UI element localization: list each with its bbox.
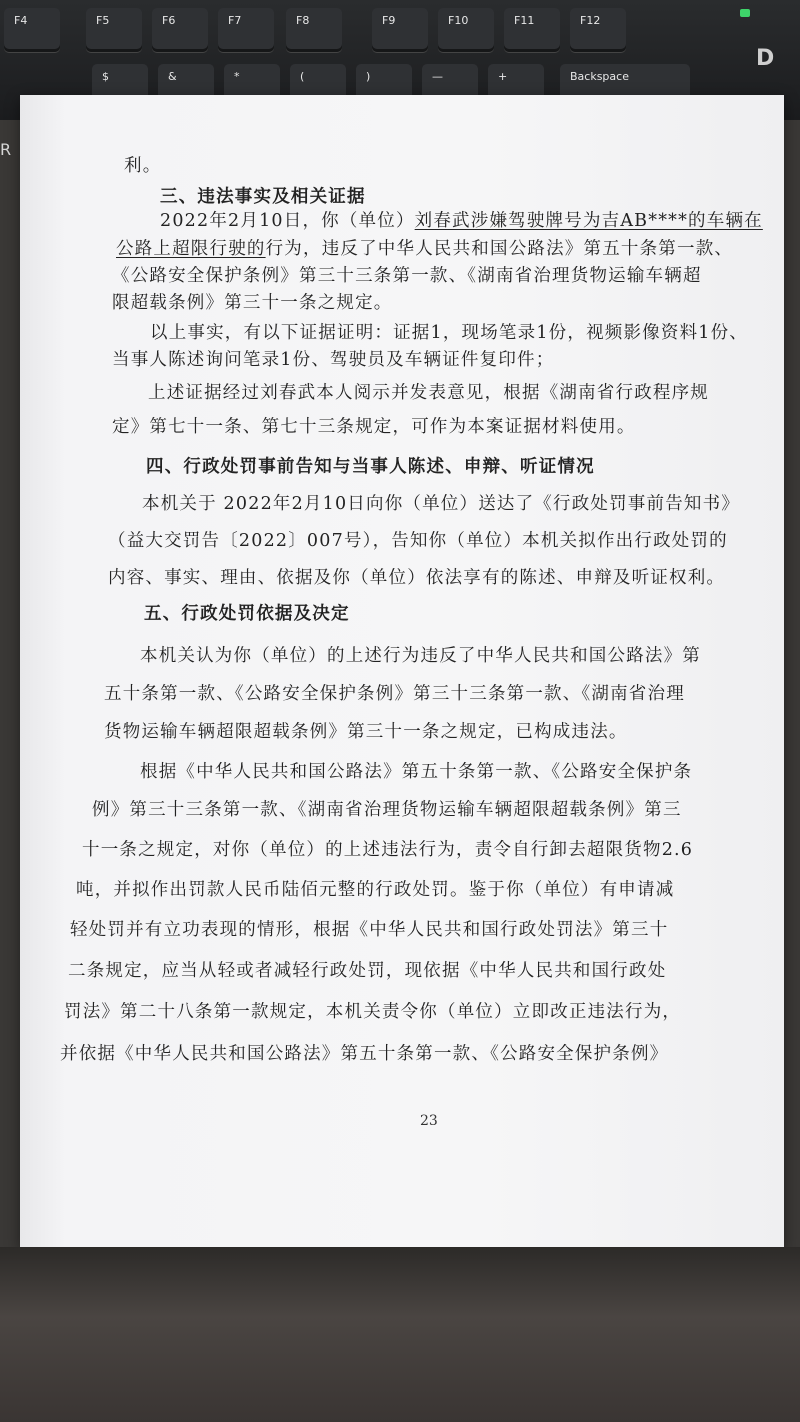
text-line: 内容、事实、理由、依据及你（单位）依法享有的陈述、申辩及听证权利。 — [108, 568, 726, 588]
text-line: 限超载条例》第三十一条之规定。 — [112, 293, 393, 313]
text-line: 例》第三十三条第一款、《湖南省治理货物运输车辆超限超载条例》第三 — [92, 800, 682, 820]
text-line: 二条规定，应当从轻或者减轻行政处罚，现依据《中华人民共和国行政处 — [68, 961, 667, 981]
key-f8: F8 — [286, 8, 342, 52]
key-dollar: $ — [92, 64, 148, 104]
section-heading-5: 五、行政处罚依据及决定 — [144, 604, 350, 624]
monitor-brand-logo: D — [756, 46, 776, 71]
key-asterisk: * — [224, 64, 280, 104]
section-heading-4: 四、行政处罚事前告知与当事人陈述、申辩、听证情况 — [146, 457, 595, 477]
desk-surface — [0, 1247, 800, 1422]
key-f9: F9 — [372, 8, 428, 52]
text-line: 定》第七十一条、第七十三条规定，可作为本案证据材料使用。 — [112, 417, 636, 437]
keyboard-led — [740, 9, 750, 17]
document-page — [20, 95, 784, 1247]
key-f6: F6 — [152, 8, 208, 52]
key-minus: — — [422, 64, 478, 104]
text-line: 吨，并拟作出罚款人民币陆佰元整的行政处罚。鉴于你（单位）有申请减 — [76, 880, 675, 900]
text-line: 货物运输车辆超限超载条例》第三十一条之规定，已构成违法。 — [104, 722, 628, 742]
key-rparen: ) — [356, 64, 412, 104]
text-line: 上述证据经过刘春武本人阅示并发表意见，根据《湖南省行政程序规 — [148, 383, 709, 403]
text-line: （益大交罚告〔2022〕007号），告知你（单位）本机关拟作出行政处罚的 — [108, 531, 728, 551]
text-line: 2022年2月10日，你（单位）刘春武涉嫌驾驶牌号为吉AB****的车辆在 — [160, 211, 763, 231]
key-f7: F7 — [218, 8, 274, 52]
key-f10: F10 — [438, 8, 494, 52]
key-f5: F5 — [86, 8, 142, 52]
key-plus: + — [488, 64, 544, 104]
text-line: 本机关于 2022年2月10日向你（单位）送达了《行政处罚事前告知书》 — [142, 494, 740, 514]
text-line: 轻处罚并有立功表现的情形，根据《中华人民共和国行政处罚法》第三十 — [70, 920, 669, 940]
text-line: 当事人陈述询问笔录1份、驾驶员及车辆证件复印件； — [112, 350, 555, 370]
text-line: 十一条之规定，对你（单位）的上述违法行为，责令自行卸去超限货物2.6 — [82, 840, 694, 860]
key-f12: F12 — [570, 8, 626, 52]
side-key-letter: R — [0, 140, 12, 159]
text-line: 罚法》第二十八条第一款规定，本机关责令你（单位）立即改正违法行为， — [64, 1002, 682, 1022]
section-heading-3: 三、违法事实及相关证据 — [160, 187, 366, 207]
key-f4: F4 — [4, 8, 60, 52]
text-line: 以上事实，有以下证据证明：证据1，现场笔录1份，视频影像资料1份、 — [150, 323, 748, 343]
page-number: 23 — [420, 1113, 438, 1129]
text-line: 根据《中华人民共和国公路法》第五十条第一款、《公路安全保护条 — [140, 762, 693, 782]
text-line: 公路上超限行驶的行为，违反了中华人民共和国公路法》第五十条第一款、 — [116, 239, 734, 259]
key-ampersand: & — [158, 64, 214, 104]
text-line: 《公路安全保护条例》第三十三条第一款、《湖南省治理货物运输车辆超 — [112, 266, 702, 286]
key-lparen: ( — [290, 64, 346, 104]
text-line: 本机关认为你（单位）的上述行为违反了中华人民共和国公路法》第 — [140, 646, 701, 666]
text-line: 并依据《中华人民共和国公路法》第五十条第一款、《公路安全保护条例》 — [60, 1044, 669, 1064]
text-line: 利。 — [124, 156, 162, 176]
text-line: 五十条第一款、《公路安全保护条例》第三十三条第一款、《湖南省治理 — [104, 684, 685, 704]
key-f11: F11 — [504, 8, 560, 52]
key-backspace: Backspace — [560, 64, 690, 104]
